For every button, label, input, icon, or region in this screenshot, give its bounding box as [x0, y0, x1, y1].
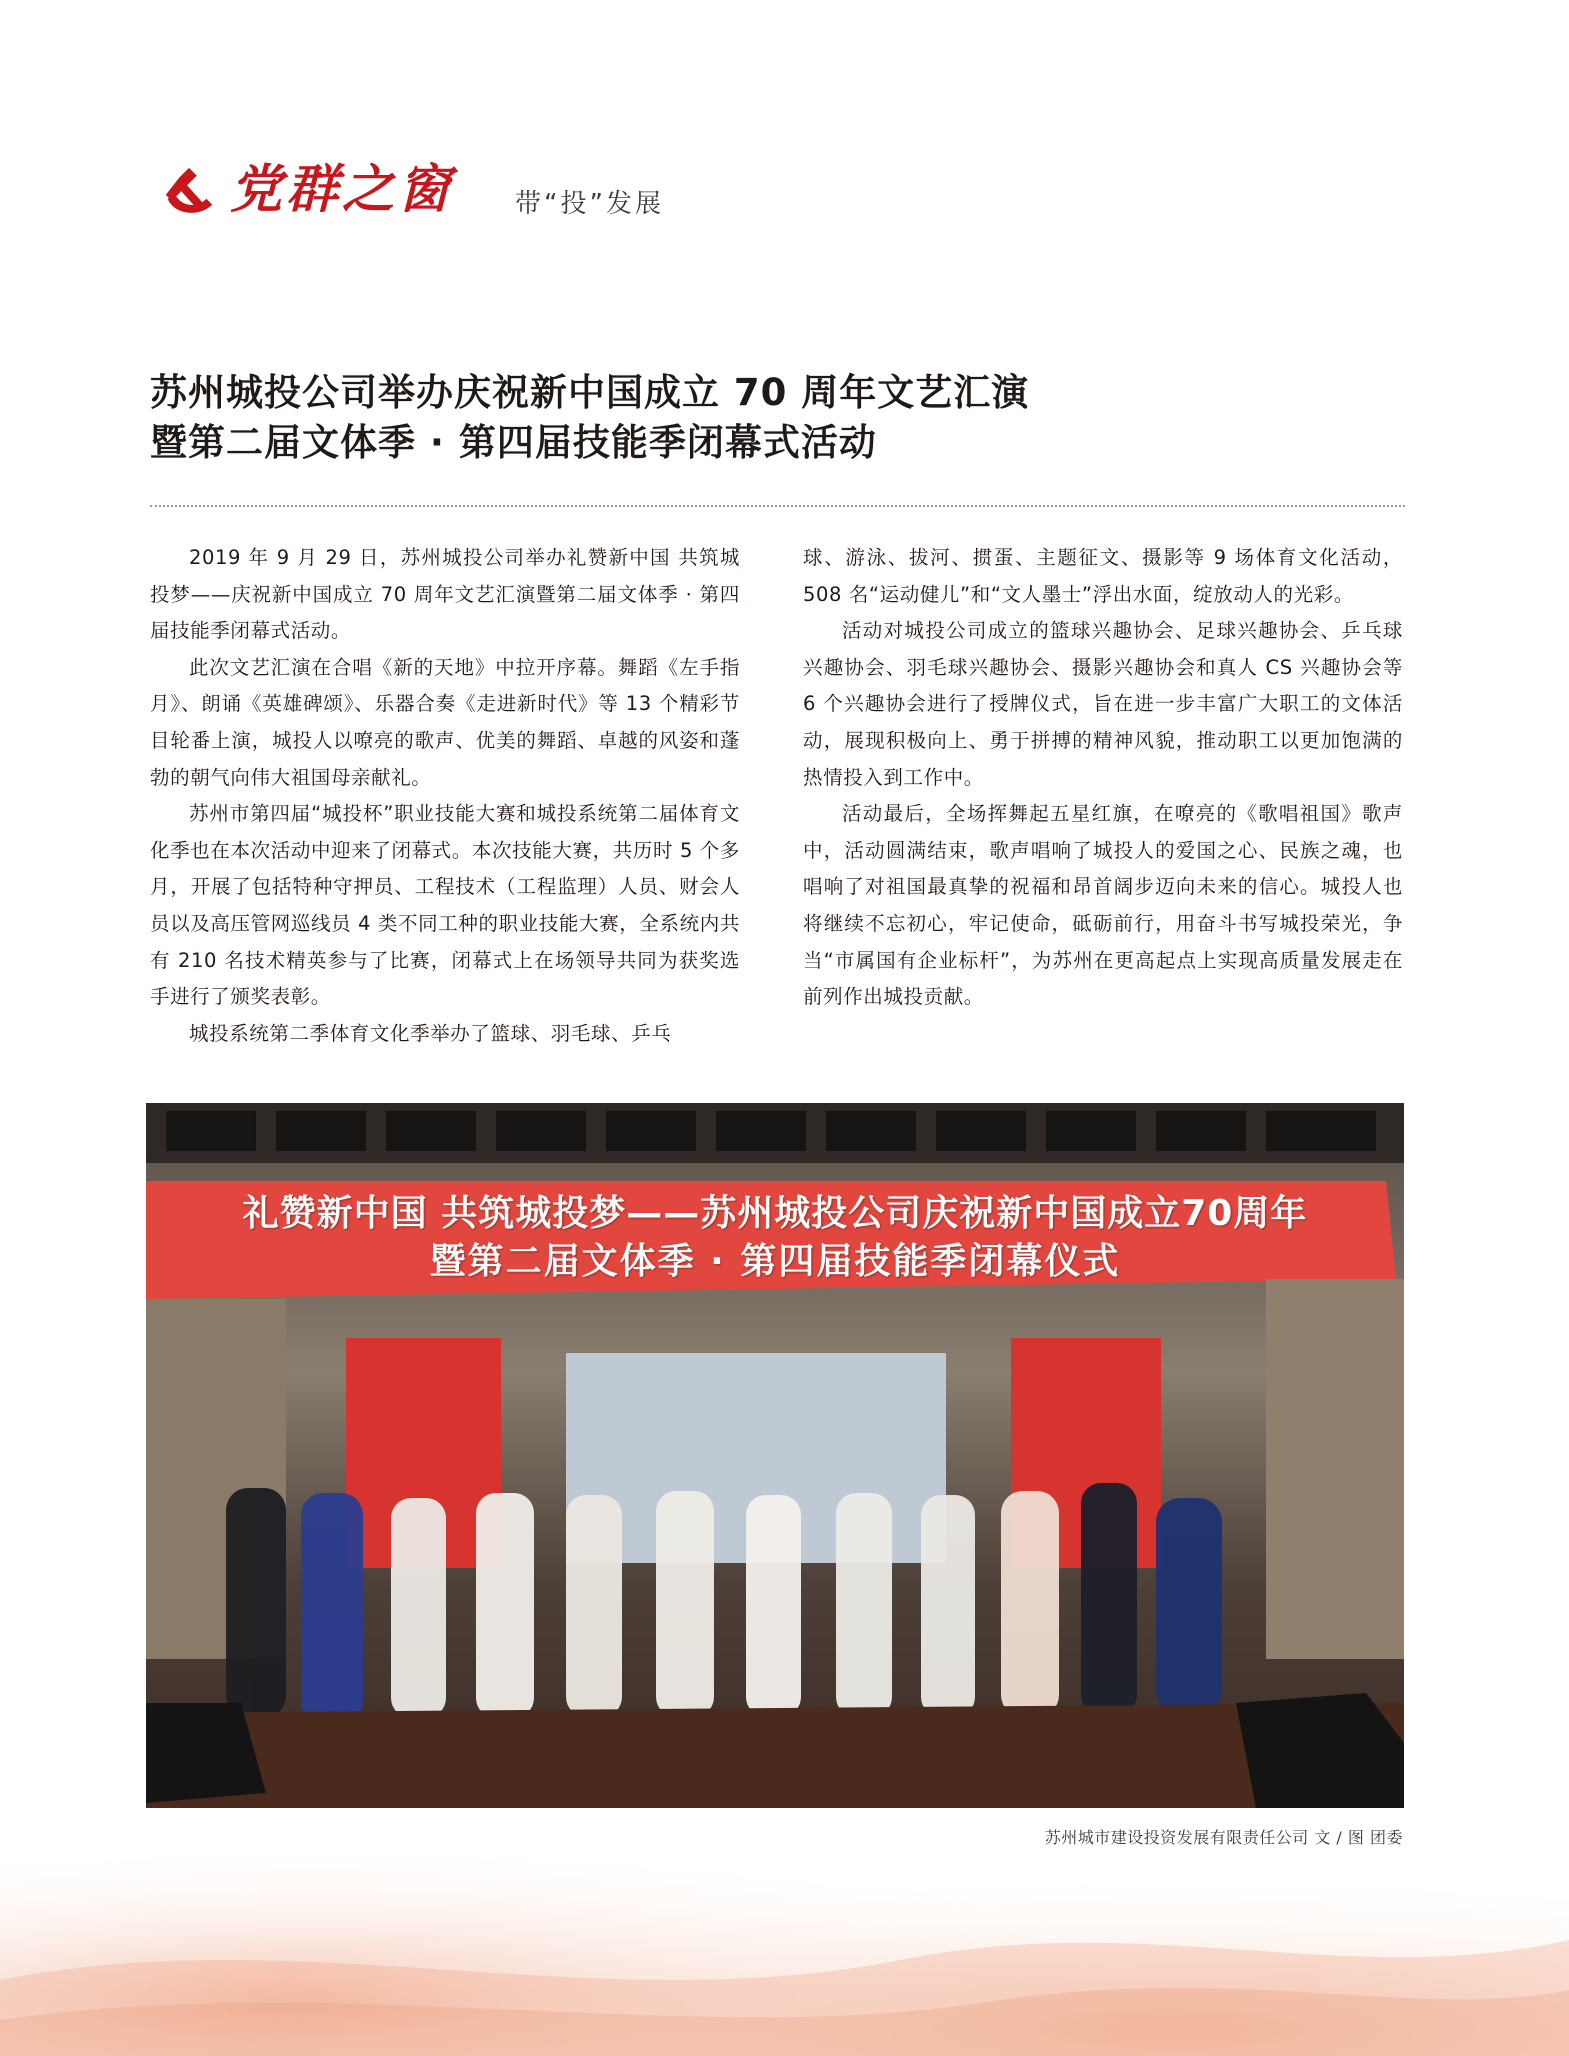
title-line-1: 苏州城投公司举办庆祝新中国成立 70 周年文艺汇演 [150, 371, 1030, 414]
left-column [150, 540, 740, 1052]
paragraph: 活动对城投公司成立的篮球兴趣协会、足球兴趣协会、乒乓球兴趣协会、羽毛球兴趣协会、摄影兴趣协会和真人 CS 兴趣协会等 6 个兴趣协会进行了授牌仪式，旨在进一步丰富广大职工的文体活动，展现积极向上、勇于拼搏的精神风貌，推动职工以更加饱满的热情投入到工作中。 [803, 619, 1403, 789]
photo-banner-line-2: 暨第二届文体季 · 第四届技能季闭幕仪式 [429, 1241, 1121, 1282]
paragraph-continuation: 球、游泳、拔河、掼蛋、主题征文、摄影等 9 场体育文化活动，508 名“运动健儿”和“文人墨士”浮出水面，绽放动人的光彩。 [803, 546, 1403, 606]
column-header [160, 152, 860, 232]
paragraph: 城投系统第二季体育文化季举办了篮球、羽毛球、乒乓 [189, 1021, 672, 1045]
column-subtitle: 带“投”发展 [515, 189, 664, 219]
photo-banner-line-1: 礼赞新中国 共筑城投梦——苏州城投公司庆祝新中国成立70周年 [242, 1193, 1308, 1234]
paragraph: 此次文艺汇演在合唱《新的天地》中拉开序幕。舞蹈《左手指月》、朗诵《英雄碑颂》、乐器合奏《走进新时代》等 13 个精彩节目轮番上演，城投人以嘹亮的歌声、优美的舞蹈、卓越的风姿和蓬勃的朝气向伟大祖国母亲献礼。 [150, 655, 740, 789]
paragraph: 苏州市第四届“城投杯”职业技能大赛和城投系统第二届体育文化季也在本次活动中迎来了闭幕式。本次技能大赛，共历时 5 个多月，开展了包括特种守押员、工程技术（工程监理）人员、财会人员以及高压管网巡线员 4 类不同工种的职业技能大赛，全系统内共有 210 名技术精英参与了比赛，闭幕式上在场领导共同为获奖选手进行了颁奖表彰。 [150, 802, 740, 1009]
paragraph: 活动最后，全场挥舞起五星红旗，在嘹亮的《歌唱祖国》歌声中，活动圆满结束，歌声唱响了城投人的爱国之心、民族之魂，也唱响了对祖国最真挚的祝福和昂首阔步迈向未来的信心。城投人也将继续不忘初心，牢记使命，砥砺前行，用奋斗书写城投荣光，争当“市属国有企业标杆”，为苏州在更高起点上实现高质量发展走在前列作出城投贡献。 [803, 802, 1403, 1009]
column-logo: 党群之窗 [230, 159, 455, 220]
title-line-2: 暨第二届文体季 · 第四届技能季闭幕式活动 [150, 421, 877, 464]
event-photo [146, 1103, 1404, 1808]
title-divider [150, 505, 1405, 507]
right-column [803, 540, 1403, 1016]
article-title [150, 368, 1400, 468]
photo-caption: 苏州城市建设投资发展有限责任公司 文 / 图 团委 [1044, 1828, 1403, 1847]
paragraph: 2019 年 9 月 29 日，苏州城投公司举办礼赞新中国 共筑城投梦——庆祝新中国成立 70 周年文艺汇演暨第二届文体季 · 第四届技能季闭幕式活动。 [150, 546, 740, 643]
party-emblem-icon [160, 164, 218, 222]
